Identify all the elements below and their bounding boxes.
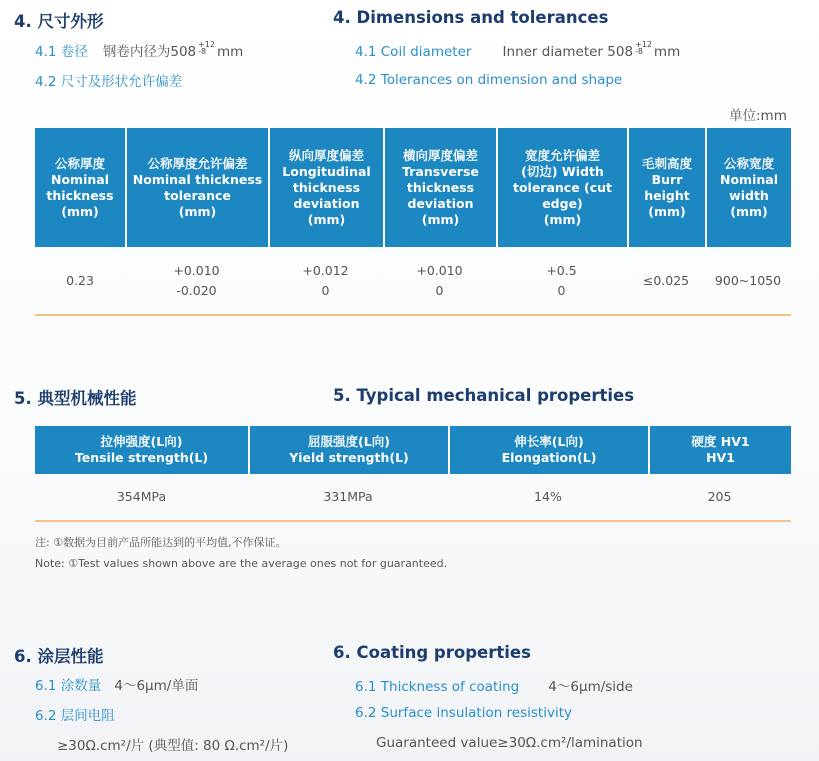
tolerance-subtitle-en: 4.2 Tolerances on dimension and shape <box>355 72 623 88</box>
section5-title-en: 5. Typical mechanical properties <box>333 386 635 405</box>
cell-nominal-width: 900~1050 <box>705 247 791 316</box>
coating-amount-en-value: 4～6μm/side <box>548 679 633 695</box>
coil-tolerance-cn: +12 -8 <box>198 40 216 56</box>
note-cn: 注: ①数据为目前产品所能达到的平均值,不作保证。 <box>35 536 287 549</box>
dimensions-header-row <box>35 128 791 247</box>
coil-diameter-cn-value: 钢卷内径为508 <box>102 44 197 60</box>
cell-transverse-deviation: +0.010 0 <box>383 247 496 316</box>
mechanical-table <box>35 426 791 522</box>
section6-title-en: 6. Coating properties <box>333 643 531 662</box>
dimensions-table <box>35 128 791 316</box>
resistivity-en-value: Guaranteed value≥30Ω.cm²/lamination <box>376 735 643 751</box>
cell-elongation: 14% <box>448 474 648 522</box>
coil-diameter-en-label: 4.1 Coil diameter <box>355 44 472 60</box>
coil-diameter-en-value: Inner diameter 508 <box>502 44 634 60</box>
header-burr-height: 毛刺高度 Burr height (mm) <box>627 128 705 247</box>
mechanical-data-row <box>35 474 791 522</box>
cell-width-tolerance: +0.5 0 <box>496 247 627 316</box>
header-yield-strength: 屈服强度(L向) Yield strength(L) <box>248 426 448 474</box>
header-tensile-strength: 拉伸强度(L向) Tensile strength(L) <box>35 426 248 474</box>
header-nominal-width: 公称宽度 Nominal width (mm) <box>705 128 791 247</box>
header-thickness-tolerance: 公称厚度允许偏差 Nominal thickness tolerance (mm) <box>125 128 268 247</box>
section4-title-en: 4. Dimensions and tolerances <box>333 8 609 27</box>
coil-diameter-cn <box>35 40 243 60</box>
resistivity-cn-value: ≥30Ω.cm²/片 (典型值: 80 Ω.cm²/片) <box>57 738 289 754</box>
unit-label: 单位:mm <box>729 108 787 124</box>
header-width-tolerance: 宽度允许偏差 (切边) Width tolerance (cut edge) (mm) <box>496 128 627 247</box>
cell-tensile-strength: 354MPa <box>35 474 248 522</box>
coating-amount-en-label: 6.1 Thickness of coating <box>355 679 520 695</box>
section5-title-cn: 5. 典型机械性能 <box>14 389 137 408</box>
coil-diameter-cn-label: 4.1 卷径 <box>35 44 88 60</box>
coating-amount-cn <box>35 674 198 694</box>
cell-thickness-tolerance: +0.010 -0.020 <box>125 247 268 316</box>
coil-unit-cn: mm <box>217 44 244 60</box>
note-en: Note: ①Test values shown above are the average ones not for guaranteed. <box>35 557 448 570</box>
coating-amount-en <box>355 675 633 695</box>
header-longitudinal-deviation: 纵向厚度偏差 Longitudinal thickness deviation (mm) <box>268 128 383 247</box>
section6-title-cn: 6. 涂层性能 <box>14 647 104 666</box>
coil-diameter-en <box>355 41 680 60</box>
coil-tolerance-en: +12 -8 <box>635 40 652 56</box>
header-nominal-thickness: 公称厚度 Nominal thickness (mm) <box>35 128 125 247</box>
coating-amount-cn-label: 6.1 涂数量 <box>35 678 102 694</box>
cell-nominal-thickness: 0.23 <box>35 247 125 316</box>
resistivity-en-label: 6.2 Surface insulation resistivity <box>355 705 572 721</box>
cell-hardness: 205 <box>648 474 791 522</box>
coating-amount-cn-value: 4～6μm/单面 <box>114 678 199 694</box>
cell-longitudinal-deviation: +0.012 0 <box>268 247 383 316</box>
section4-title-cn: 4. 尺寸外形 <box>14 12 104 31</box>
dimensions-data-row <box>35 247 791 316</box>
coil-unit-en: mm <box>653 44 681 60</box>
mechanical-header-row <box>35 426 791 474</box>
cell-yield-strength: 331MPa <box>248 474 448 522</box>
cell-burr-height: ≤0.025 <box>627 247 705 316</box>
header-hardness: 硬度 HV1 HV1 <box>648 426 791 474</box>
tolerance-subtitle-cn: 4.2 尺寸及形状允许偏差 <box>35 74 183 90</box>
header-elongation: 伸长率(L向) Elongation(L) <box>448 426 648 474</box>
header-transverse-deviation: 横向厚度偏差 Transverse thickness deviation (mm) <box>383 128 496 247</box>
resistivity-cn-label: 6.2 层间电阻 <box>35 708 115 724</box>
